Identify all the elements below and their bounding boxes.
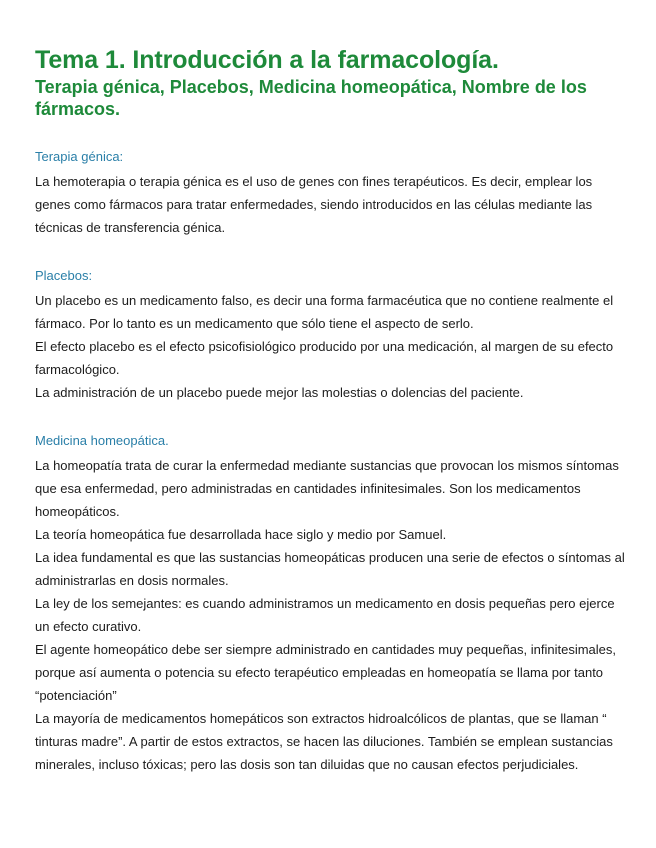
page-subtitle: Terapia génica, Placebos, Medicina homeopática, Nombre de los fármacos. <box>35 77 587 119</box>
paragraph: La teoría homeopática fue desarrollada hace siglo y medio por Samuel. <box>35 527 447 542</box>
section-heading: Placebos: <box>35 268 93 283</box>
section-placebos <box>35 267 626 404</box>
paragraph: El efecto placebo es el efecto psicofisiológico producido por una medicación, al margen de su efecto farmacológico. <box>35 339 614 377</box>
paragraph: La homeopatía trata de curar la enfermedad mediante sustancias que provocan los mismos síntomas que esa enfermedad, pero administradas en cantidades infinitesimales. Son los medicamentos homeopáticos. <box>35 458 619 519</box>
section-heading: Terapia génica: <box>35 149 124 164</box>
section-medicina-homeopatica <box>35 432 626 776</box>
section-terapia-genica <box>35 148 626 239</box>
paragraph: La ley de los semejantes: es cuando administramos un medicamento en dosis pequeñas pero ejerce un efecto curativo. <box>35 596 615 634</box>
paragraph: La mayoría de medicamentos homepáticos son extractos hidroalcólicos de plantas, que se llaman “ tinturas madre”. A partir de estos extractos, se hacen las diluciones. También se emplean sustancias minerales, incluso tóxicas; pero las dosis son tan diluidas que no causan efectos perjudiciales. <box>35 711 613 772</box>
paragraph: La idea fundamental es que las sustancias homeopáticas producen una serie de efectos o síntomas al administrarlas en dosis normales. <box>35 550 625 588</box>
paragraph: La hemoterapia o terapia génica es el uso de genes con fines terapéuticos. Es decir, emplear los genes como fármacos para tratar enfermedades, siendo introducidos en las células mediante las técnicas de transferencia génica. <box>35 174 593 235</box>
paragraph: Un placebo es un medicamento falso, es decir una forma farmacéutica que no contiene realmente el fármaco. Por lo tanto es un medicamento que sólo tiene el aspecto de serlo. <box>35 293 614 331</box>
paragraph: La administración de un placebo puede mejor las molestias o dolencias del paciente. <box>35 385 524 400</box>
section-heading: Medicina homeopática. <box>35 433 169 448</box>
page-title: Tema 1. Introducción a la farmacología. <box>35 46 499 74</box>
paragraph: El agente homeopático debe ser siempre administrado en cantidades muy pequeñas, infinitesimales, porque así aumenta o potencia su efecto terapéutico empleadas en homeopatía se llama por tanto “potenciación” <box>35 642 617 703</box>
